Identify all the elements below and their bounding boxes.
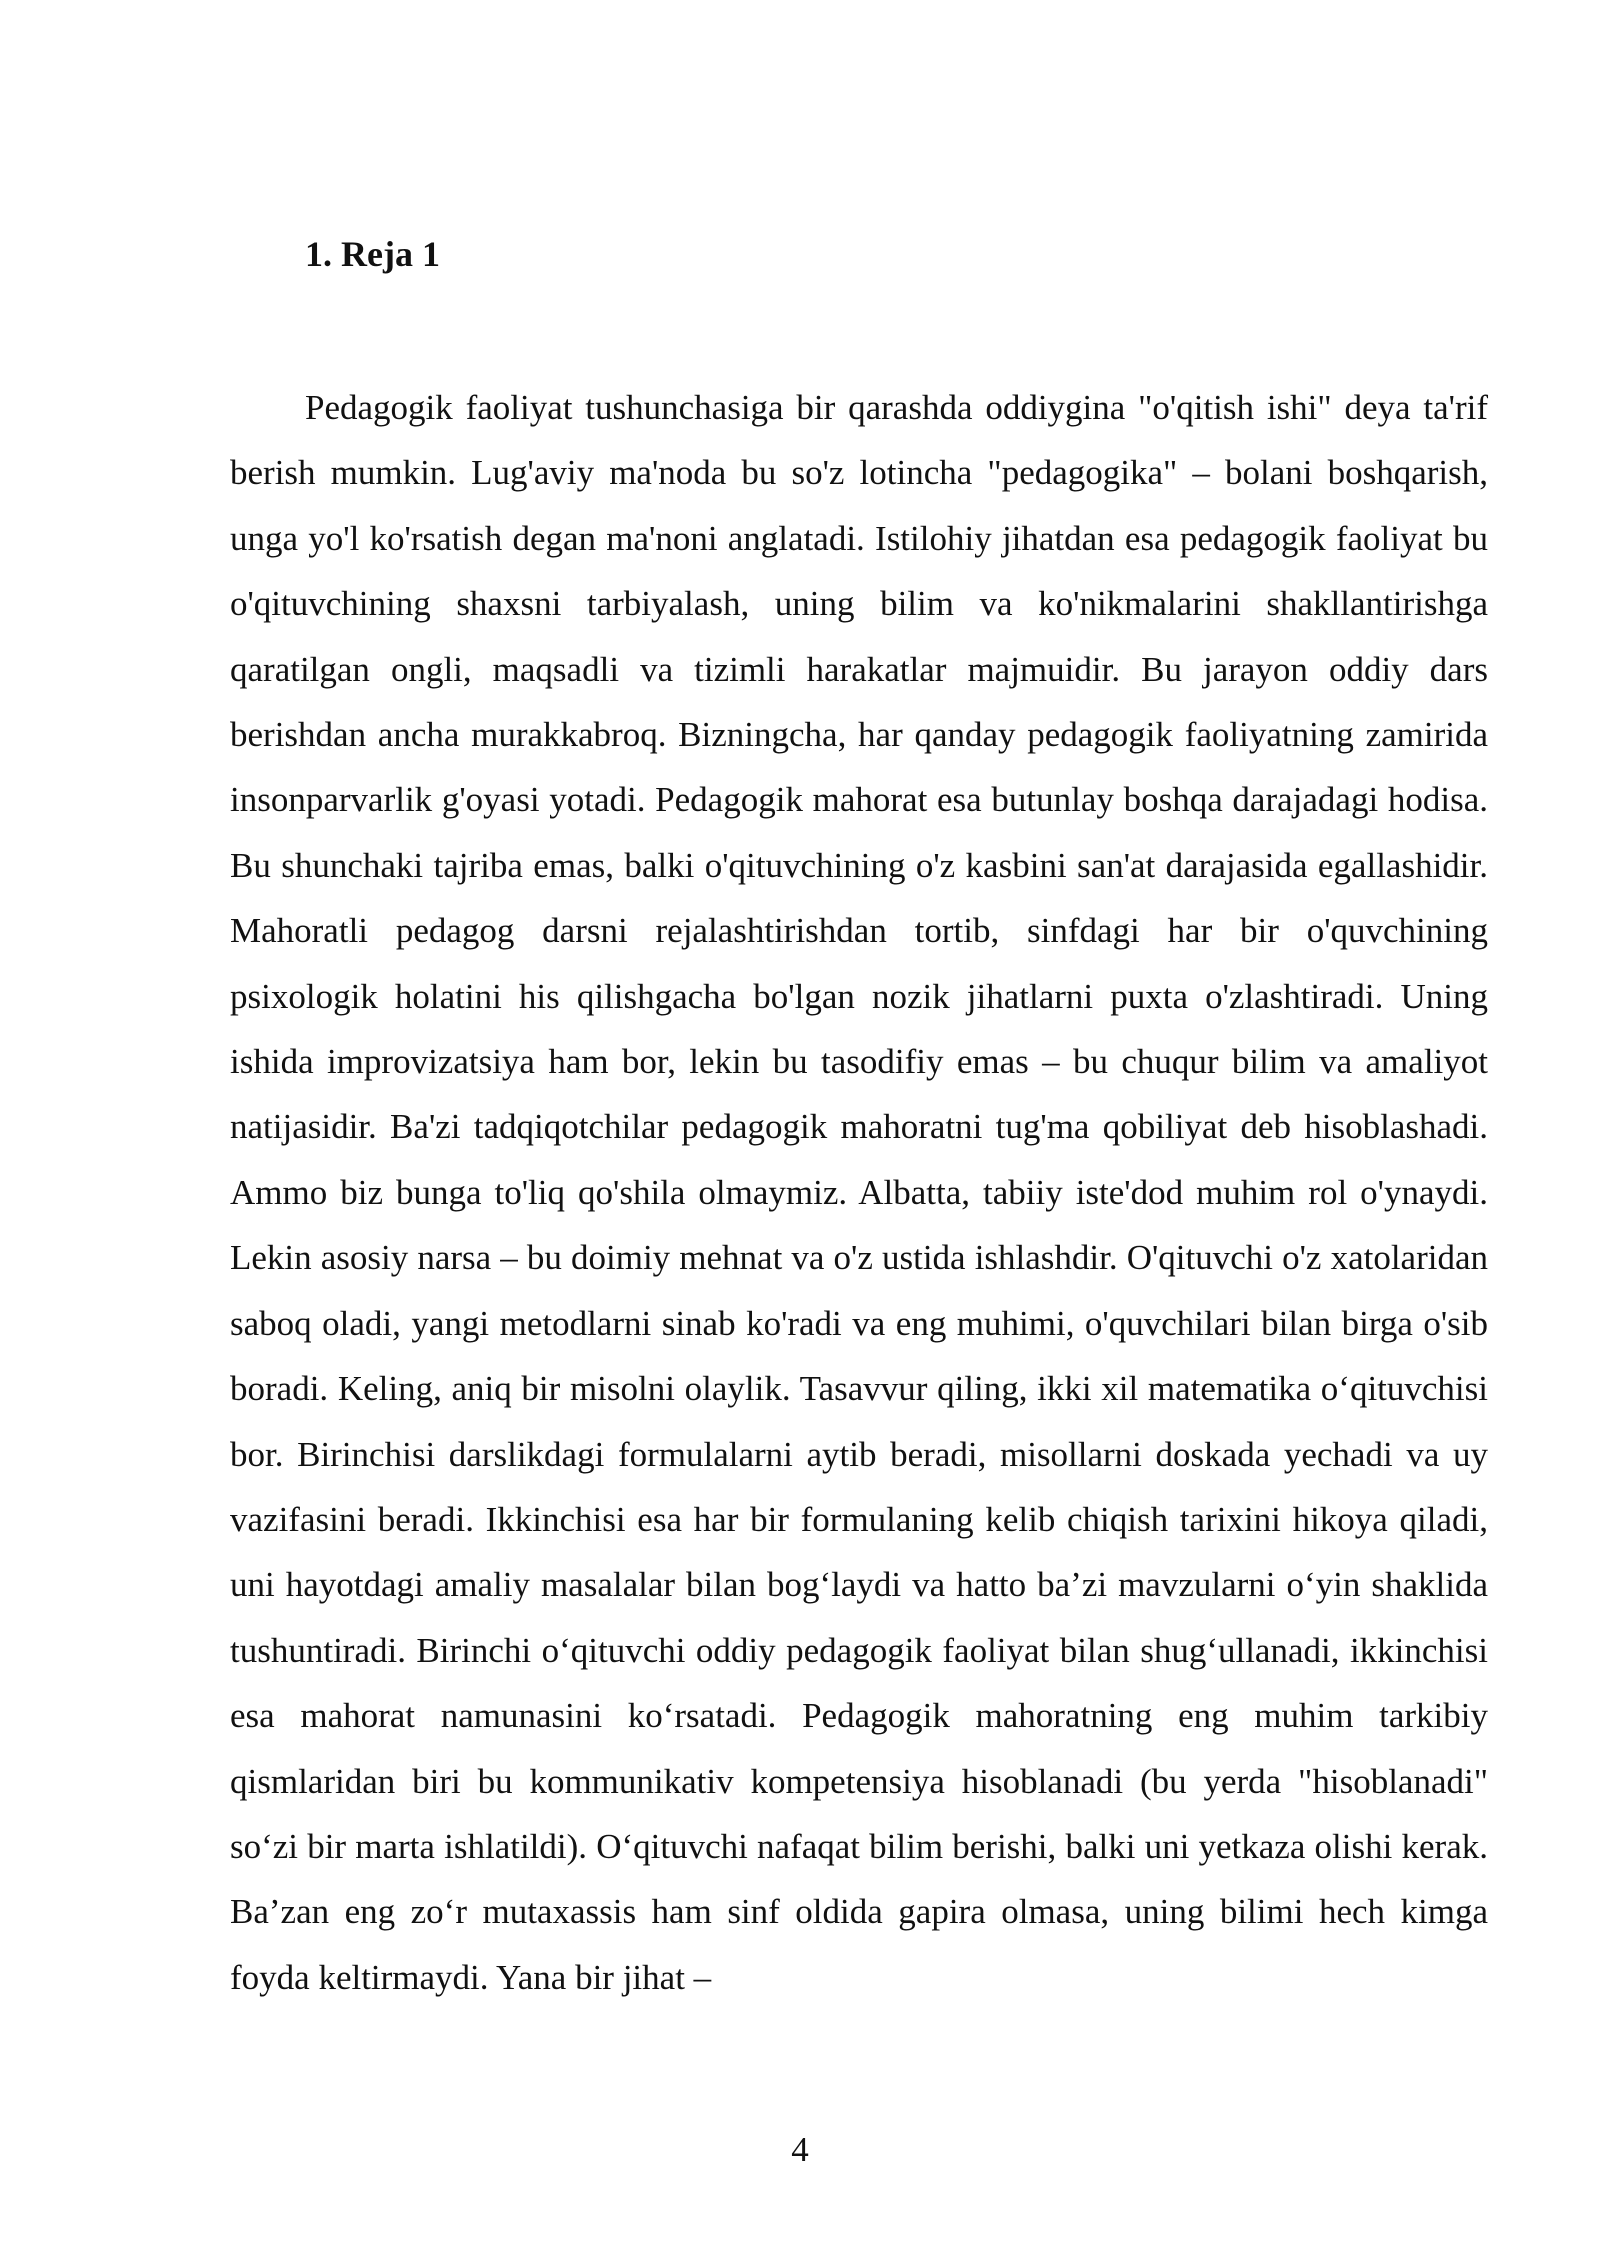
section-heading: 1. Reja 1 bbox=[305, 234, 440, 274]
page-number: 4 bbox=[791, 2130, 809, 2169]
body-paragraph: Pedagogik faoliyat tushunchasiga bir qarashda oddiygina "o'qitish ishi" deya ta'rif berish mumkin. Lug'aviy ma'noda bu so'z lotincha "pedagogika" – bolani boshqarish, unga yo'l ko'rsatish degan ma'noni anglatadi. Istilohiy jihatdan esa pedagogik faoliyat bu o'qituvchining shaxsni tarbiyalash, uning bilim va ko'nikmalarini shakllantirishga qaratilgan ongli, maqsadli va tizimli harakatlar majmuidir. Bu jarayon oddiy dars berishdan ancha murakkabroq. Bizningcha, har qanday pedagogik faoliyatning zamirida insonparvarlik g'oyasi yotadi. Pedagogik mahorat esa butunlay boshqa darajadagi hodisa. Bu shunchaki tajriba emas, balki o'qituvchining o'z kasbini san'at darajasida egallashidir. Mahoratli pedagog darsni rejalashtirishdan tortib, sinfdagi har bir o'quvchining psixologik holatini his qilishgacha bo'lgan nozik jihatlarni puxta o'zlashtiradi. Uning ishida improvizatsiya ham bor, lekin bu tasodifiy emas – bu chuqur bilim va amaliyot natijasidir. Ba'zi tadqiqotchilar pedagogik mahoratni tug'ma qobiliyat deb hisoblashadi. Ammo biz bunga to'liq qo'shila olmaymiz. Albatta, tabiiy iste'dod muhim rol o'ynaydi. Lekin asosiy narsa – bu doimiy mehnat va o'z ustida ishlashdir. O'qituvchi o'z xatolaridan saboq oladi, yangi metodlarni sinab ko'radi va eng muhimi, o'quvchilari bilan birga o'sib boradi. Keling, aniq bir misolni olaylik. Tasavvur qiling, ikki xil matematika o‘qituvchisi bor. Birinchisi darslikdagi formulalarni aytib beradi, misollarni doskada yechadi va uy vazifasini beradi. Ikkinchisi esa har bir formulaning kelib chiqish tarixini hikoya qiladi, uni hayotdagi amaliy masalalar bilan bog‘laydi va hatto ba’zi mavzularni o‘yin shaklida tushuntiradi. Birinchi o‘qituvchi oddiy pedagogik faoliyat bilan shug‘ullanadi, ikkinchisi esa mahorat namunasini ko‘rsatadi. Pedagogik mahoratning eng muhim tarkibiy qismlaridan biri bu kommunikativ kompetensiya hisoblanadi (bu yerda "hisoblanadi" so‘zi bir marta ishlatildi). O‘qituvchi nafaqat bilim berishi, balki uni yetkaza olishi kerak. Ba’zan eng zo‘r mutaxassis ham sinf oldida gapira olmasa, uning bilimi hech kimga foyda keltirmaydi. Yana bir jihat – bbox=[230, 388, 1488, 1997]
